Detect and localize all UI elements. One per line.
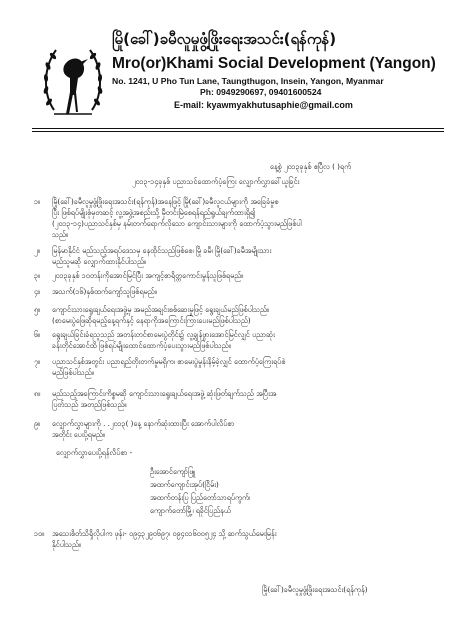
send-to-address (150, 466, 440, 516)
paragraph-line: ပညာသင်နှစ်အတွင်း ပညာရည်တိုးတက်မှုမရှိက၊ စာမေးပွဲမှုန်းနိမ့်ခဲ့လျှင် ထောက်ပံ့ကြေးရပ်စဲ (52, 357, 286, 366)
paragraph-number: ၂။ (34, 246, 40, 255)
paragraph-number: ၉။ (34, 419, 41, 428)
paragraph-line: (စာမေးပွဲဖြေဆိုရမည့်နေ့ရက်နှင့် နေရာကိုအကြောင်းကြားပေးမည်ဖြစ်ပါသည်) (52, 316, 251, 325)
paragraph-8 (34, 388, 442, 410)
paragraph-line: သည်။ (52, 230, 69, 239)
paragraph-1 (34, 196, 442, 240)
org-name-english: Mro(or)Khami Social Development (Yangon) (112, 55, 436, 72)
paragraph-line: အသက်(၁၆)နှစ်ထက်ကျော်သူဖြစ်ရမည်။ (52, 287, 157, 296)
paragraph-line: ခန်းတိုင်အောင်ထိ ဖြစ်ရပ်မျိုးထောင်ထောက်ပံ့ပေးသွားမည်ဖြစ်ပါသည်။ (52, 341, 231, 350)
paragraph-10-contact (34, 528, 442, 550)
paragraph-number: ၈။ (34, 389, 41, 398)
bird-wreath-logo (40, 32, 106, 124)
address-line: အထက်ကျောင်းအုပ်(ငြိမ်း) (150, 480, 219, 489)
contact-line: နိုင်ပါသည်။ (52, 540, 82, 549)
org-email: E-mail: kyawmyakhutusaphie@gmail.com (174, 100, 353, 110)
send-to-intro: လျှောက်လွှာပေးပို့ရန်လိပ်စာ - (56, 448, 133, 457)
letterhead (112, 30, 452, 110)
org-address: No. 1241, U Pho Tun Lane, Taungthugon, Insein, Yangon, Myanmar (112, 76, 384, 86)
paragraph-9 (34, 418, 442, 440)
org-phone: Ph: 0949290697, 09401600524 (200, 87, 322, 97)
paragraph-line: မြန်မာနိုင်ငံ မည်သည့်အရပ်ဒေသမှ နေထိုင်သည်ဖြစ်စေ၊ မြို ခမီ၊ မြို(ခေါ်)ခမီအမျိုးသား (52, 246, 272, 255)
address-line: ဦးအောင်ကျော်ဖြူ (150, 467, 196, 476)
paragraph-2 (34, 245, 442, 267)
contact-line: အသေးစိတ်သိရှိလိုပါက ဖုန်း- ၀၉၄၃၂၉၀၆၉၇၊ ၀၉၄၀၁၆၀၀၅၂၄ သို့ ဆက်သွယ်မေးမြန်း (52, 529, 277, 538)
address-line: ကျောက်တော်မြို့၊ ရခိုင်ပြည်နယ် (150, 506, 231, 515)
paragraph-3 (34, 270, 442, 281)
paragraph-number: ၆။ (34, 330, 41, 339)
signature-org: မြို(ခေါ်)ခမီလူမှုဖွံ့ဖြိုးရေးအသင်း(ရန်ကုန်) (262, 585, 368, 594)
letter-date: နေ့စွဲ ၂၀၁၃ခုနှစ် ဧပြီလ ( )ရက် (270, 162, 352, 171)
paragraph-line: မြို(ခေါ်)ခမီလူမှုဖွံ့ဖြိုးရေးအသင်း(ရန်ကုန်)အနေဖြင့် မြို(ခေါ်)ခမီလူငယ်များကို အခြေခံမှုစ (52, 197, 279, 206)
paragraph-line: (၂၀၁၃-၁၄)ပညာသင်နှစ်မှ နမ်းတက်ရောက်လိုသော ကျောင်းသားများကို ထောက်ပံ့သွားမည်ဖြစ်ပါ (52, 219, 302, 228)
paragraph-line: မည်သူမဆို လျှောက်ထားနိုင်ပါသည်။ (52, 257, 147, 266)
letter-subject: ၂၀၁၃-၁၄ခုနှစ် ပညာသင်ထောက်ပံ့ကြေး လျှောက်လွှာခေါ်ယူခြင်း (132, 177, 300, 186)
header-divider-thin (32, 131, 444, 132)
paragraph-line: ရွေးချယ်ခြင်းခံရသူသည် အတန်းတင်စာမေးပွဲတိုင်း၌ လူ့ချွန်ဖွားအောင်မြင်လျှင် ပညာဆုံး (52, 330, 275, 339)
paragraph-4 (34, 286, 442, 297)
paragraph-number: ၁၀။ (34, 529, 45, 538)
org-name-myanmar: မြို(ခေါ်)ခမီလူမှုဖွံ့ဖြိုးရေးအသင်း(ရန်ကုန်) (112, 30, 337, 48)
header-divider (32, 128, 444, 129)
paragraph-line: မည်ဖြစ်ပါသည်။ (52, 368, 94, 377)
paragraph-line: ကျောင်းသားရွေးချယ်ရေးအဖွဲ့မှ အမည်အချင်းစစ်ဆေးမှုဖြင့် ရွေးချယ်မည်ဖြစ်ပါသည်။ (52, 305, 270, 314)
paragraph-number: ၃။ (34, 271, 41, 280)
paragraph-number: ၄။ (34, 287, 41, 296)
paragraph-number: ၇။ (34, 357, 41, 366)
paragraph-6 (34, 329, 442, 351)
paragraph-5 (34, 304, 442, 326)
paragraph-line: ပြတ်သည် အတည်ဖြစ်သည်။ (52, 400, 127, 409)
address-line: အထက်တန်းပြ ပြည်တော်သာရပ်ကွက်၊ (150, 493, 251, 502)
paragraph-line: မည်သည့်အကြောင်းကိစ္စမဆို ကျောင်းသားရွေးချယ်ရေးအဖွဲ့ ဆုံးဖြတ်ချက်သည် အပြီးအ (52, 389, 277, 398)
paragraph-number: ၅။ (34, 305, 41, 314)
paragraph-line: လျှောက်လွှာများကို . .၂၀၁၃( )နေ့ နောက်ဆုံးထားပြီး အောက်ပါလိပ်စာ (52, 419, 235, 428)
paragraph-line: ပြီး ဖြစ်ရပ်မျိုးစုံမှတဆင့် လူ့အဖွဲ့အစည်းသို့ မှီတင်းမြဲစေရန်ရည်ရွယ်ချက်ထားရှိ၍ (52, 208, 256, 217)
paragraph-7 (34, 356, 442, 378)
paragraph-line: အတိုင်း ပေးပို့ရမည်။ (52, 430, 105, 439)
paragraph-line: ၂၀၁၃ခုနှစ် ၁၀တန်းကိုအောင်မြင်ပြီး အကျင့်စာရိတ္တကောင်းမွန်သူဖြစ်ရမည်။ (52, 271, 244, 280)
paragraph-number: ၁။ (34, 197, 41, 206)
